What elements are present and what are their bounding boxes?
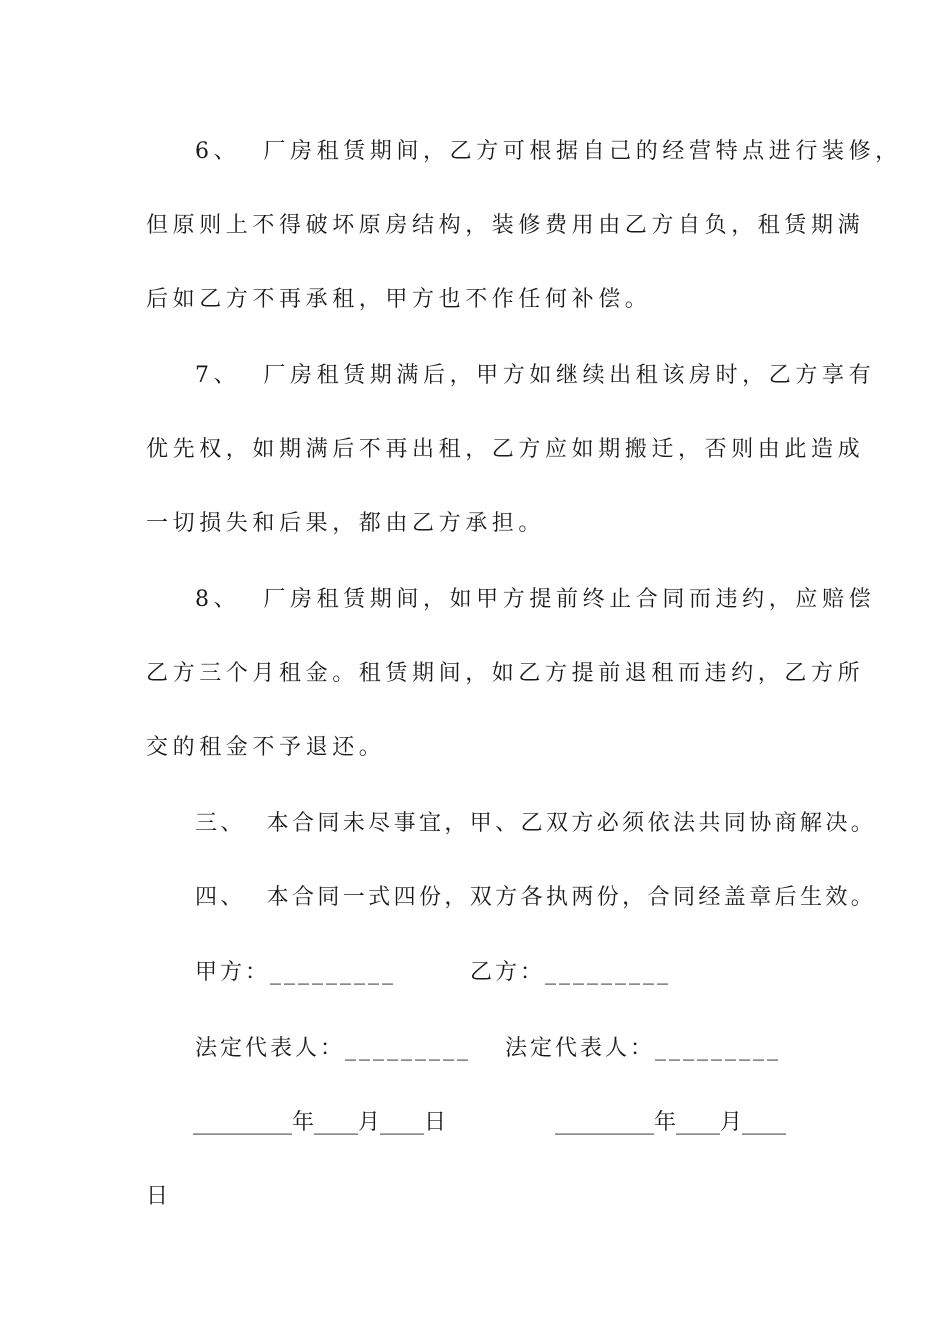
clause-8-line-2: 乙方三个月租金。租赁期间，如乙方提前退租而违约，乙方所: [146, 661, 865, 686]
party-b-date-day: 日: [146, 1184, 172, 1209]
article-3: 三、 本合同未尽事宜，甲、乙双方必须依法共同协商解决。: [195, 811, 877, 836]
party-b-representative: 法定代表人：_________: [505, 1036, 782, 1061]
article-4: 四、 本合同一式四份，双方各执两份，合同经盖章后生效。: [195, 885, 877, 910]
party-b-signature: 乙方：_________: [470, 960, 672, 985]
clause-6-line-1: 6、 厂房租赁期间，乙方可根据自己的经营特点进行装修，: [195, 139, 902, 164]
clause-7-line-1: 7、 厂房租赁期满后，甲方如继续出租该房时，乙方享有: [195, 363, 876, 388]
party-a-signature: 甲方：_________: [195, 960, 397, 985]
party-a-representative: 法定代表人：_________: [195, 1036, 472, 1061]
clause-6-line-3: 后如乙方不再承租，甲方也不作任何补偿。: [146, 287, 652, 312]
clause-7-line-3: 一切损失和后果，都由乙方承担。: [146, 511, 546, 536]
clause-7-line-2: 优先权，如期满后不再出租，乙方应如期搬迁，否则由此造成: [146, 437, 865, 462]
party-a-date: _________年____月____日: [193, 1110, 447, 1135]
clause-8-line-3: 交的租金不予退还。: [146, 735, 386, 760]
clause-6-line-2: 但原则上不得破坏原房结构，装修费用由乙方自负，租赁期满: [146, 213, 865, 238]
clause-8-line-1: 8、 厂房租赁期间，如甲方提前终止合同而违约，应赔偿: [195, 587, 876, 612]
party-b-date: _________年____月____: [555, 1110, 787, 1135]
